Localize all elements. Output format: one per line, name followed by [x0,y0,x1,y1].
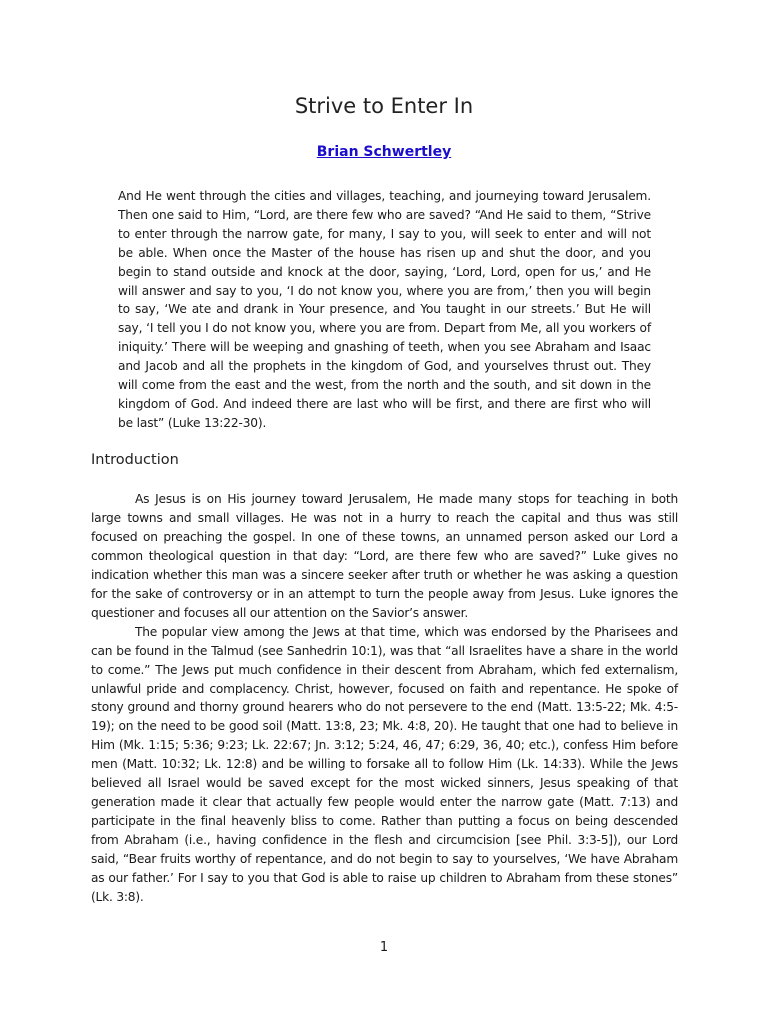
body-text [91,490,678,907]
document-title: Strive to Enter In [294,94,474,118]
author-link[interactable]: Brian Schwertley [316,144,452,160]
page-number: 1 [379,940,389,955]
paragraph: As Jesus is on His journey toward Jerusalem, He made many stops for teaching in both large towns and small villages. He was not in a hurry to reach the capital and thus was still focused on preaching the gospel. In one of these towns, an unnamed person asked our Lord a common theological question in that day: “Lord, are there few who are saved?” Luke gives no indication whether this man was a sincere seeker after truth or whether he was asking a question for the sake of controversy or in an attempt to turn the people away from Jesus. Luke ignores the questioner and focuses all our attention on the Savior’s answer. [91,492,678,620]
scripture-quote: And He went through the cities and villages, teaching, and journeying toward Jerusalem. Then one said to Him, “Lord, are there few who are saved? “And He said to them, “Strive to enter through the narrow gate, for many, I say to you, will seek to enter and will not be able. When once the Master of the house has risen up and shut the door, and you begin to stand outside and knock at the door, saying, ‘Lord, Lord, open for us,’ and He will answer and say to you, ‘I do not know you, where you are from,’ then you will begin to say, ‘We ate and drank in Your presence, and You taught in our streets.’ But He will say, ‘I tell you I do not know you, where you are from. Depart from Me, all you workers of iniquity.’ There will be weeping and gnashing of teeth, when you see Abraham and Isaac and Jacob and all the prophets in the kingdom of God, and yourselves thrust out. They will come from the east and the west, from the north and the south, and sit down in the kingdom of God. And indeed there are last who will be first, and there are first who will be last” (Luke 13:22-30). [118,189,651,430]
section-heading: Introduction [91,452,179,468]
paragraph: The popular view among the Jews at that time, which was endorsed by the Pharisees and can be found in the Talmud (see Sanhedrin 10:1), was that “all Israelites have a share in the world to come.” The Jews put much confidence in their descent from Abraham, which fed externalism, unlawful pride and complacency. Christ, however, focused on faith and repentance. He spoke of stony ground and thorny ground hearers who do not persevere to the end (Matt. 13:5-22; Mk. 4:5-19); on the need to be good soil (Matt. 13:8, 23; Mk. 4:8, 20). He taught that one had to believe in Him (Mk. 1:15; 5:36; 9:23; Lk. 22:67; Jn. 3:12; 5:24, 46, 47; 6:29, 36, 40; etc.), confess Him before men (Matt. 10:32; Lk. 12:8) and be willing to forsake all to follow Him (Lk. 14:33). While the Jews believed all Israel would be saved except for the most wicked sinners, Jesus speaking of that generation made it clear that actually few people would enter the narrow gate (Matt. 7:13) and participate in the final heavenly bliss to come. Rather than putting a focus on being descended from Abraham (i.e., having confidence in the flesh and circumcision [see Phil. 3:3-5]), our Lord said, “Bear fruits worthy of repentance, and do not begin to say to yourselves, ‘We have Abraham as our father.’ For I say to you that God is able to raise up children to Abraham from these stones” (Lk. 3:8). [91,624,678,905]
